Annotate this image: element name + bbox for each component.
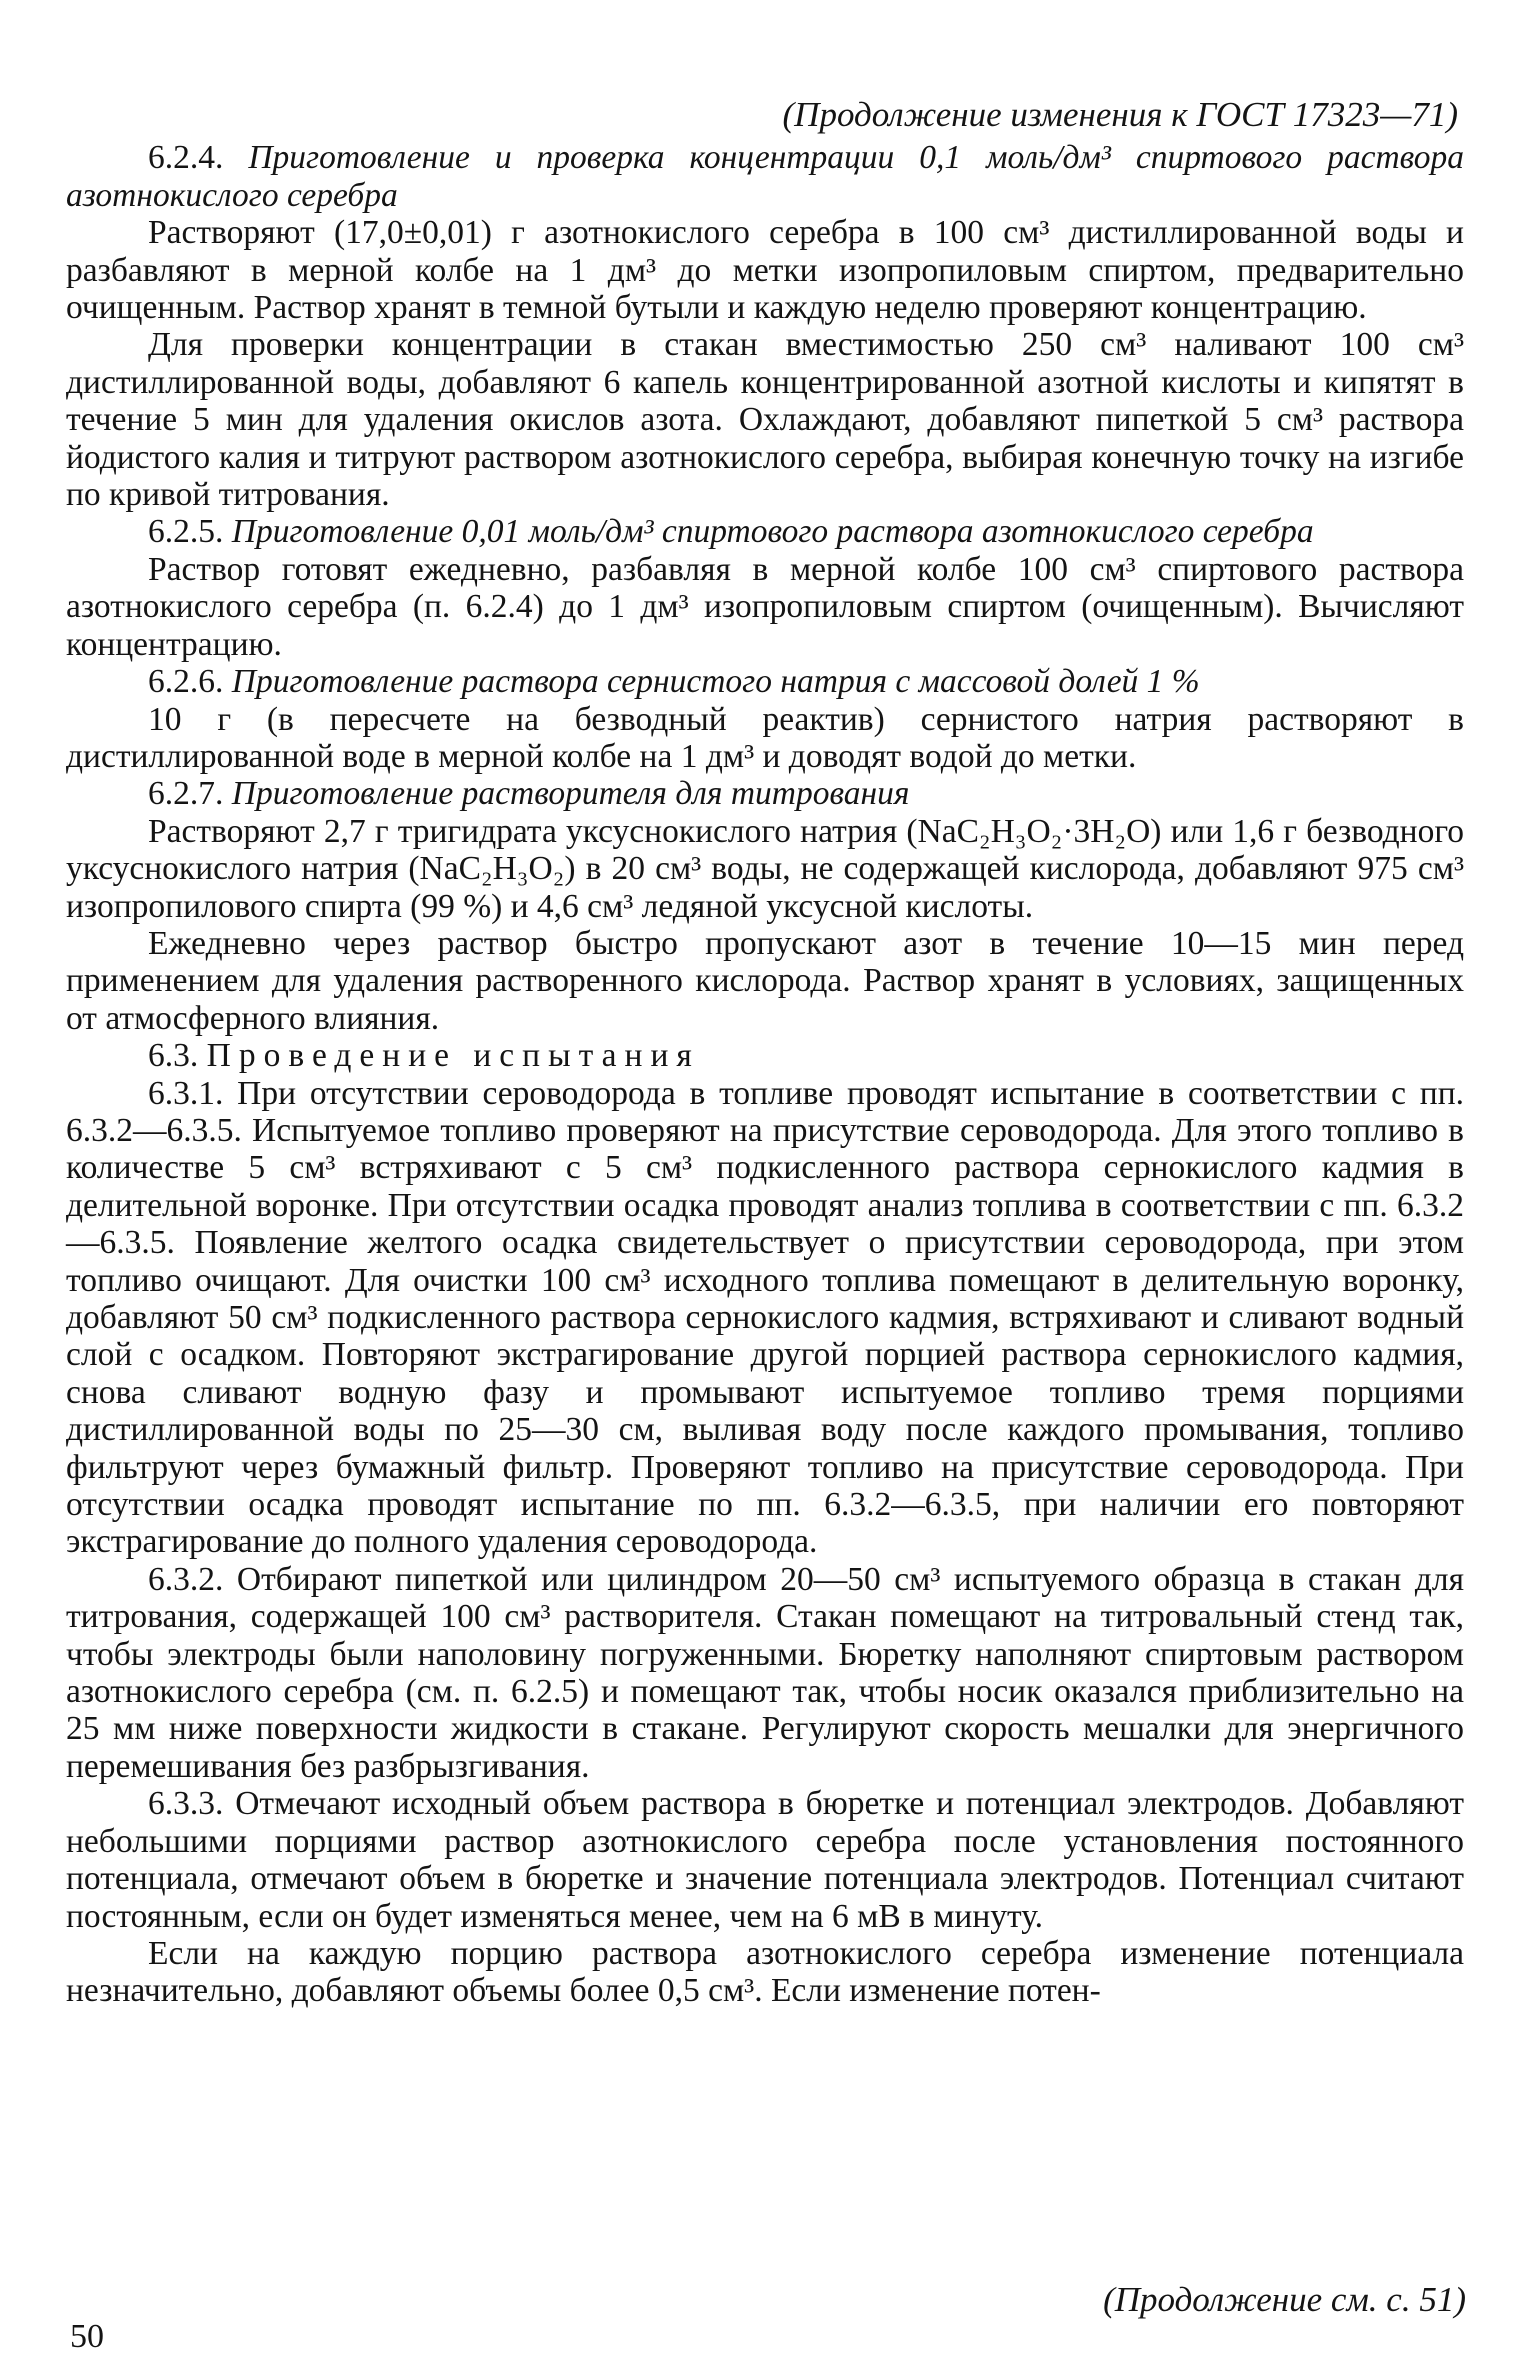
page-number: 50 xyxy=(70,2318,104,2355)
page-header: (Продолжение изменения к ГОСТ 17323—71) xyxy=(782,95,1458,134)
section-title: Приготовление 0,01 моль/дм³ спиртового раствора азотнокислого серебра xyxy=(231,513,1314,551)
paragraph-text: Растворяют 2,7 г тригидрата уксуснокислого натрия (NaC₂H₃O₂·3H₂O) или 1,6 г безводного уксуснокислого натрия (NaC₂H₃O₂) в 20 см³ воды, не содержащей кислорода, добавляют 975 см³ изопропилового спирта (99 %) и 4,6 см³ ледяной уксусной кислоты. xyxy=(66,812,1464,925)
document-body xyxy=(66,139,1464,2009)
paragraph-text: 6.3.3. Отмечают исходный объем раствора в бюретке и потенциал электродов. Добавляют небольшими порциями раствор азотнокислого серебра после установления постоянного потенциала, отмечают объем в бюретке и значение потенциала электродов. Потенциал считают постоянным, если он будет изменяться менее, чем на 6 мВ в минуту. xyxy=(66,1785,1464,1935)
paragraph-text: Растворяют (17,0±0,01) г азотнокислого серебра в 100 см³ дистиллированной воды и разбавляют в мерной колбе на 1 дм³ до метки изопропиловым спиртом, предварительно очищенным. Раствор хранят в темной бутыли и каждую неделю проверяют концентрацию. xyxy=(66,214,1464,327)
paragraph-text: 6.3.2. Отбирают пипеткой или цилиндром 20—50 см³ испытуемого образца в стакан для титрования, содержащей 100 см³ растворителя. Стакан помещают на титровальный стенд так, чтобы электроды были наполовину погруженными. Бюретку наполняют спиртовым раствором азотнокислого серебра (см. п. 6.2.5) и помещают так, чтобы носик оказался приблизительно на 25 мм ниже поверхности жидкости в стакане. Регулируют скорость мешалки для энергичного перемешивания без разбрызгивания. xyxy=(66,1560,1464,1785)
section-number: 6.3. xyxy=(148,1037,207,1075)
section-title: Проведение испытания xyxy=(206,1037,700,1075)
section-number: 6.2.7. xyxy=(148,775,232,813)
body-paragraph xyxy=(66,1935,1464,2010)
body-paragraph xyxy=(66,551,1464,663)
body-paragraph xyxy=(66,1561,1464,1785)
body-paragraph xyxy=(66,1075,1464,1561)
body-paragraph xyxy=(66,1785,1464,1935)
section-number: 6.2.6. xyxy=(148,663,232,701)
section-heading xyxy=(66,775,1464,812)
section-title: Приготовление растворителя для титрования xyxy=(231,775,910,813)
body-paragraph xyxy=(66,925,1464,1037)
paragraph-text: Для проверки концентрации в стакан вместимостью 250 см³ наливают 100 см³ дистиллированной воды, добавляют 6 капель концентрированной азотной кислоты и кипятят в течение 5 мин для удаления окислов азота. Охлаждают, добавляют пипеткой 5 см³ раствора йодистого калия и титруют раствором азотнокислого серебра, выбирая конечную точку на изгибе по кривой титрования. xyxy=(66,326,1464,514)
body-paragraph xyxy=(66,813,1464,925)
body-paragraph xyxy=(66,326,1464,513)
section-title: Приготовление раствора сернистого натрия с массовой долей 1 % xyxy=(231,663,1200,701)
section-heading xyxy=(66,513,1464,550)
continuation-note: (Продолжение см. с. 51) xyxy=(1103,2280,1466,2319)
section-number: 6.2.5. xyxy=(148,513,232,551)
paragraph-text: 10 г (в пересчете на безводный реактив) сернистого натрия растворяют в дистиллированной воде в мерной колбе на 1 дм³ и доводят водой до метки. xyxy=(66,700,1464,775)
section-heading xyxy=(66,139,1464,214)
body-paragraph xyxy=(66,214,1464,326)
paragraph-text: Ежедневно через раствор быстро пропускают азот в течение 10—15 мин перед применением для удаления растворенного кислорода. Раствор хранят в условиях, защищенных от атмосферного влияния. xyxy=(66,924,1464,1037)
paragraph-text: 6.3.1. При отсутствии сероводорода в топливе проводят испытание в соответствии с пп. 6.3.2—6.3.5. Испытуемое топливо проверяют на присутствие сероводорода. Для этого топливо в количестве 5 см³ встряхивают с 5 см³ подкисленного раствора сернокислого кадмия в делительной воронке. При отсутствии осадка проводят анализ топлива в соответствии с пп. 6.3.2—6.3.5. Появление желтого осадка свидетельствует о присутствии сероводорода, при этом топливо очищают. Для очистки 100 см³ исходного топлива помещают в делительную воронку, добавляют 50 см³ подкисленного раствора сернокислого кадмия, встряхивают и сливают водный слой с осадком. Повторяют экстрагирование другой порцией раствора сернокислого кадмия, снова сливают водную фазу и промывают испытуемое топливо тремя порциями дистиллированной воды по 25—30 см, выливая воду после каждого промывания, топливо фильтруют через бумажный фильтр. Проверяют топливо на присутствие сероводорода. При отсутствии осадка проводят испытание по пп. 6.3.2—6.3.5, при наличии его повторяют экстрагирование до полного удаления сероводорода. xyxy=(66,1074,1464,1561)
section-heading xyxy=(66,663,1464,700)
section-title: Приготовление и проверка концентрации 0,1 моль/дм³ спиртового раствора азотнокислого серебра xyxy=(66,139,1464,214)
section-number: 6.2.4. xyxy=(148,139,249,177)
paragraph-text: Если на каждую порцию раствора азотнокислого серебра изменение потенциала незначительно, добавляют объемы более 0,5 см³. Если изменение потен- xyxy=(66,1934,1464,2010)
body-paragraph xyxy=(66,701,1464,776)
section-heading xyxy=(66,1037,1464,1074)
paragraph-text: Раствор готовят ежедневно, разбавляя в мерной колбе 100 см³ спиртового раствора азотнокислого серебра (п. 6.2.4) до 1 дм³ изопропиловым спиртом (очищенным). Вычисляют концентрацию. xyxy=(66,550,1464,663)
document-page xyxy=(66,96,1464,2010)
